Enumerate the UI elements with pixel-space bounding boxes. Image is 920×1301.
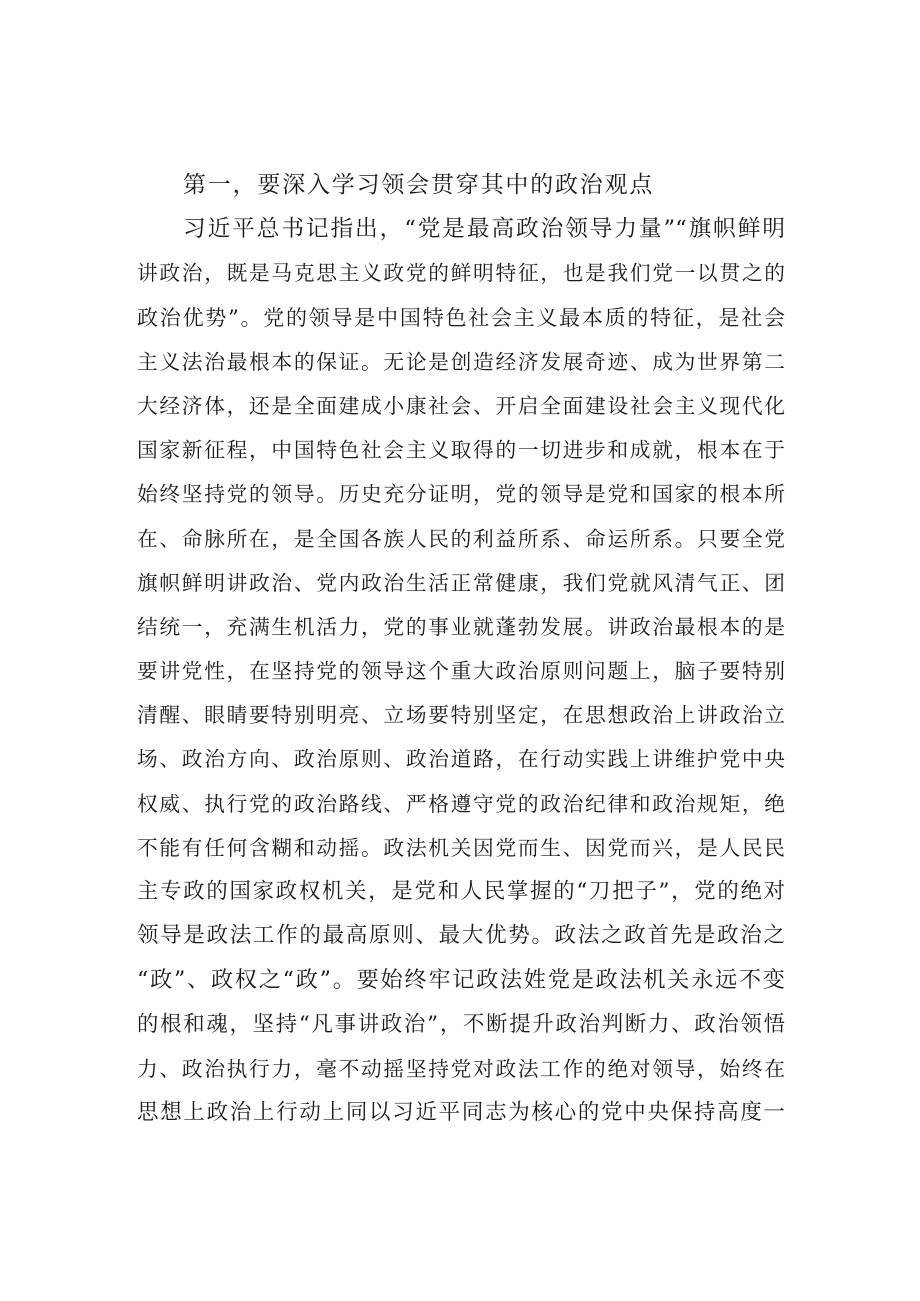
paragraph-line: 旗帜鲜明讲政治、党内政治生活正常健康，我们党就风清气正、团: [137, 570, 785, 595]
paragraph-line: 不能有任何含糊和动摇。政法机关因党而生、因党而兴，是人民民: [137, 835, 785, 860]
paragraph-line: 政治优势”。党的领导是中国特色社会主义最本质的特征，是社会: [137, 304, 785, 330]
paragraph-line: 领导是政法工作的最高原则、最大优势。政法之政首先是政治之: [137, 923, 785, 949]
paragraph-line: “政”、政权之“政”。要始终牢记政法姓党是政法机关永远不变: [137, 967, 785, 994]
section-heading: 第一，要深入学习领会贯穿其中的政治观点: [183, 172, 655, 198]
paragraph-line: 场、政治方向、政治原则、政治道路，在行动实践上讲维护党中央: [137, 747, 785, 772]
body-paragraph: [137, 207, 785, 1135]
paragraph-line: 主义法治最根本的保证。无论是创造经济发展奇迹、成为世界第二: [137, 349, 785, 374]
paragraph-line: 大经济体，还是全面建成小康社会、开启全面建设社会主义现代化: [137, 393, 785, 418]
paragraph-line: 习近平总书记指出，“党是最高政治领导力量”“旗帜鲜明: [183, 216, 785, 243]
paragraph-line: 主专政的国家政权机关，是党和人民掌握的“刀把子”，党的绝对: [137, 879, 785, 905]
paragraph-line: 国家新征程，中国特色社会主义取得的一切进步和成就，根本在于: [137, 438, 785, 463]
paragraph-line: 始终坚持党的领导。历史充分证明，党的领导是党和国家的根本所: [137, 482, 785, 507]
paragraph-line: 清醒、眼睛要特别明亮、立场要特别坚定，在思想政治上讲政治立: [137, 703, 785, 728]
paragraph-line: 力、政治执行力，毫不动摇坚持党对政法工作的绝对领导，始终在: [137, 1056, 785, 1081]
paragraph-line: 思想上政治上行动上同以习近平同志为核心的党中央保持高度一: [137, 1099, 785, 1125]
paragraph-line: 结统一，充满生机活力，党的事业就蓬勃发展。讲政治最根本的是: [137, 614, 785, 639]
paragraph-line: 在、命脉所在，是全国各族人民的利益所系、命运所系。只要全党: [137, 526, 785, 551]
document-body: [137, 163, 785, 1135]
paragraph-line: 权威、执行党的政治路线、严格遵守党的政治纪律和政治规矩，绝: [137, 791, 785, 816]
paragraph-line: 要讲党性，在坚持党的领导这个重大政治原则问题上，脑子要特别: [137, 659, 785, 684]
paragraph-line: 讲政治，既是马克思主义政党的鲜明特征，也是我们党一以贯之的: [137, 261, 785, 286]
paragraph-line: 的根和魂，坚持“凡事讲政治”，不断提升政治判断力、政治领悟: [137, 1011, 785, 1037]
